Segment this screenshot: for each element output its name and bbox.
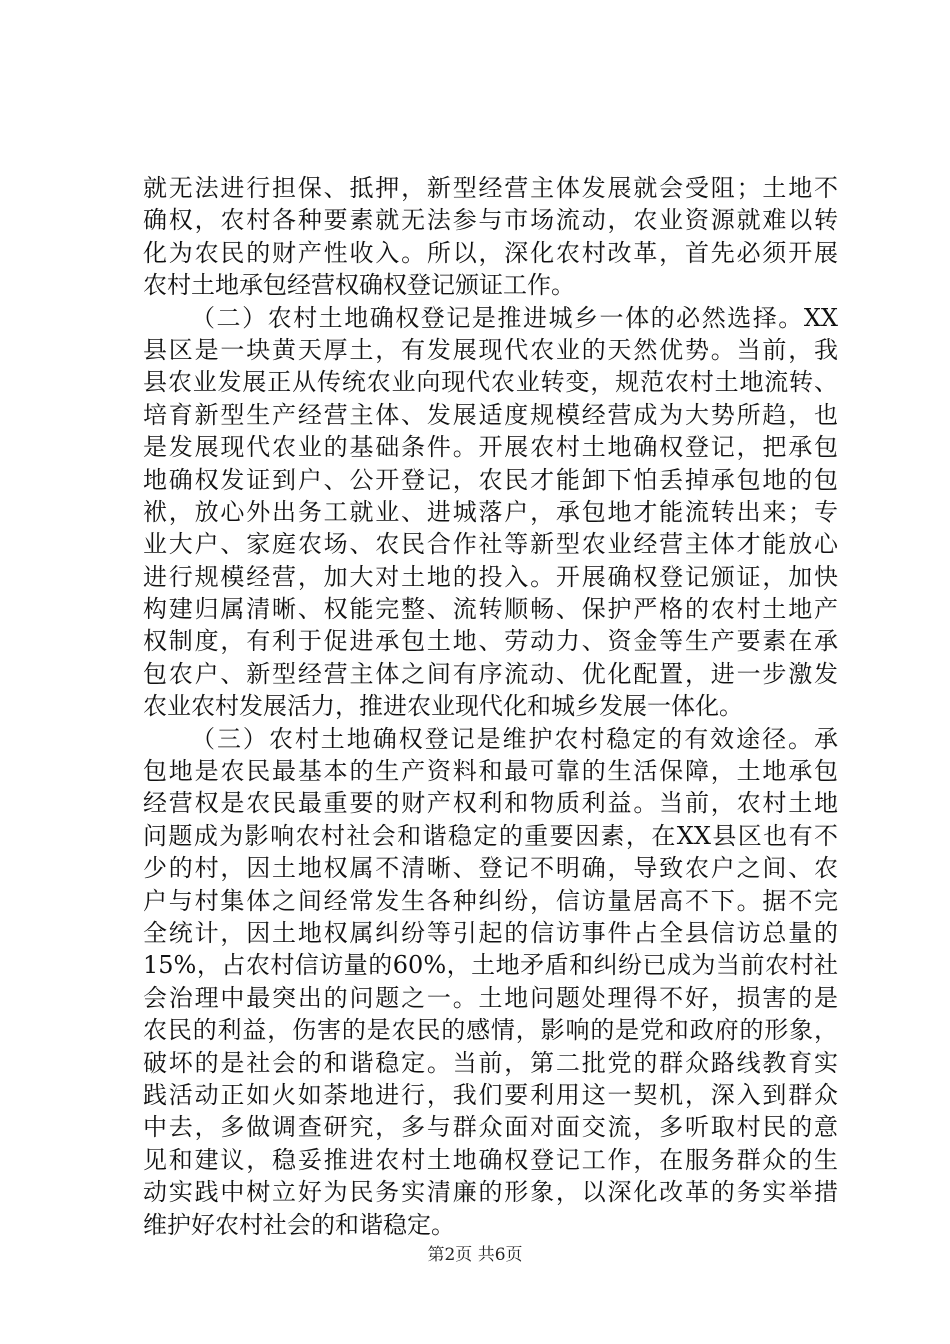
- text-line: 农民的利益，伤害的是农民的感情，影响的是党和政府的形象，: [143, 1016, 838, 1045]
- text-line: 见和建议，稳妥推进农村土地确权登记工作，在服务群众的生: [143, 1145, 838, 1174]
- text-line: （二）农村土地确权登记是推进城乡一体的必然选择。XX: [191, 303, 838, 332]
- text-line: 破坏的是社会的和谐稳定。当前，第二批党的群众路线教育实: [143, 1048, 838, 1077]
- text-line: 确权，农村各种要素就无法参与市场流动，农业资源就难以转: [143, 206, 838, 235]
- page-number-footer: 第2页 共6页: [427, 1245, 523, 1265]
- text-line: 袱，放心外出务工就业、进城落户，承包地才能流转出来；专: [143, 497, 838, 526]
- text-line: 会治理中最突出的问题之一。土地问题处理得不好，损害的是: [143, 983, 838, 1012]
- document-body: [143, 172, 838, 1241]
- text-line: （三）农村土地确权登记是维护农村稳定的有效途径。承: [191, 724, 838, 753]
- text-line: 15%，占农村信访量的60%，土地矛盾和纠纷已成为当前农村社: [143, 951, 838, 980]
- text-line: 业大户、家庭农场、农民合作社等新型农业经营主体才能放心: [143, 530, 838, 559]
- text-line: 农村土地承包经营权确权登记颁证工作。: [143, 271, 575, 300]
- text-line: 权制度，有利于促进承包土地、劳动力、资金等生产要素在承: [143, 627, 838, 656]
- text-line: 构建归属清晰、权能完整、流转顺畅、保护严格的农村土地产: [143, 595, 838, 624]
- text-line: 进行规模经营，加大对土地的投入。开展确权登记颁证，加快: [143, 562, 838, 591]
- text-line: 少的村，因土地权属不清晰、登记不明确，导致农户之间、农: [143, 854, 838, 883]
- text-line: 是发展现代农业的基础条件。开展农村土地确权登记，把承包: [143, 433, 838, 462]
- text-line: 农业农村发展活力，推进农业现代化和城乡发展一体化。: [143, 692, 743, 721]
- text-line: 问题成为影响农村社会和谐稳定的重要因素，在XX县区也有不: [143, 821, 838, 850]
- text-line: 中去，多做调查研究，多与群众面对面交流，多听取村民的意: [143, 1113, 838, 1142]
- text-line: 包地是农民最基本的生产资料和最可靠的生活保障，土地承包: [143, 757, 838, 786]
- text-line: 化为农民的财产性收入。所以，深化农村改革，首先必须开展: [143, 238, 838, 267]
- text-line: 就无法进行担保、抵押，新型经营主体发展就会受阻；土地不: [143, 174, 838, 202]
- text-line: 动实践中树立好为民务实清廉的形象，以深化改革的务实举措: [143, 1178, 838, 1207]
- text-line: 包农户、新型经营主体之间有序流动、优化配置，进一步激发: [143, 659, 838, 688]
- text-line: 县区是一块黄天厚土，有发展现代农业的天然优势。当前，我: [143, 335, 838, 364]
- text-line: 全统计，因土地权属纠纷等引起的信访事件占全县信访总量的: [143, 918, 838, 947]
- text-line: 地确权发证到户、公开登记，农民才能卸下怕丢掉承包地的包: [143, 465, 838, 494]
- text-line: 县农业发展正从传统农业向现代农业转变，规范农村土地流转、: [143, 368, 838, 397]
- text-line: 践活动正如火如荼地进行，我们要利用这一契机，深入到群众: [143, 1080, 838, 1109]
- text-line: 户与村集体之间经常发生各种纠纷，信访量居高不下。据不完: [143, 886, 838, 915]
- text-line: 维护好农村社会的和谐稳定。: [143, 1210, 455, 1239]
- text-line: 培育新型生产经营主体、发展适度规模经营成为大势所趋，也: [143, 400, 838, 429]
- text-line: 经营权是农民最重要的财产权利和物质利益。当前，农村土地: [143, 789, 838, 818]
